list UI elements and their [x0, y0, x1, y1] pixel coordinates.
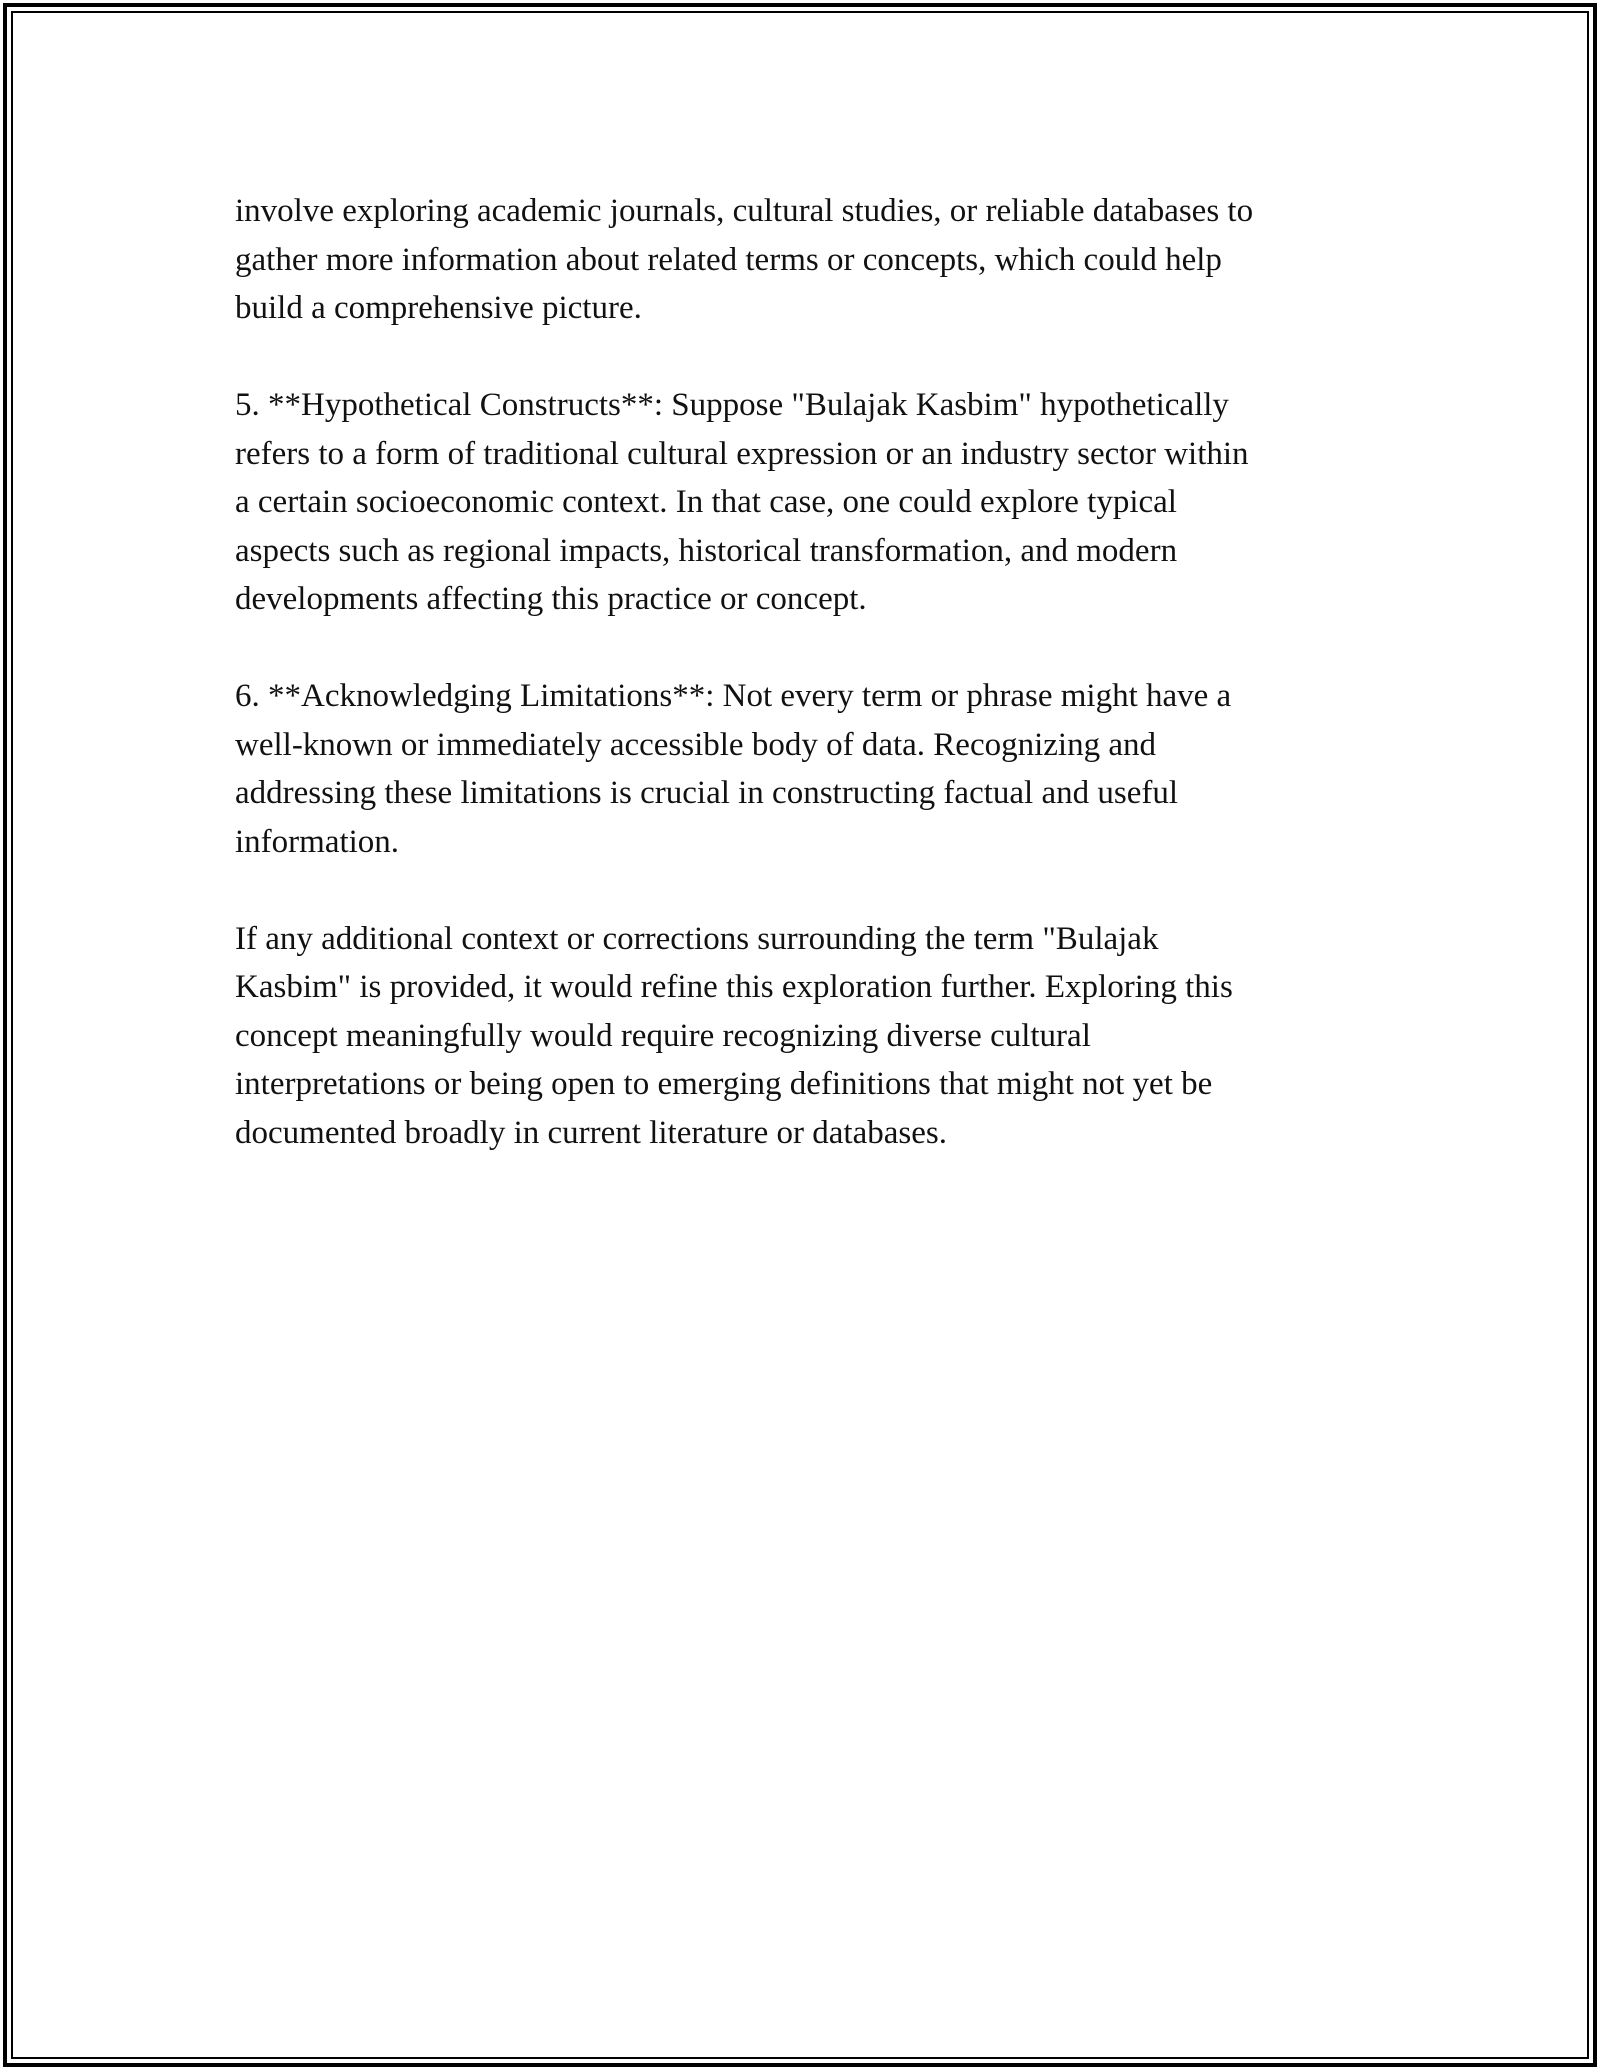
paragraph-hypothetical-constructs — [235, 381, 1375, 624]
text-line: aspects such as regional impacts, historical transformation, and modern — [235, 532, 1178, 569]
paragraph-continuation — [235, 187, 1375, 333]
text-line: well-known or immediately accessible body of data. Recognizing and — [235, 726, 1156, 763]
text-line: developments affecting this practice or concept. — [235, 581, 867, 617]
text-line: Kasbim" is provided, it would refine this exploration further. Exploring this — [235, 969, 1233, 1005]
text-line: 5. **Hypothetical Constructs**: Suppose "Bulajak Kasbim" hypothetically — [235, 387, 1229, 423]
text-line: involve exploring academic journals, cultural studies, or reliable databases to — [235, 193, 1254, 229]
text-line: interpretations or being open to emerging definitions that might not yet be — [235, 1066, 1213, 1102]
text-line: addressing these limitations is crucial in constructing factual and useful — [235, 775, 1178, 811]
text-line: If any additional context or corrections surrounding the term "Bulajak — [235, 920, 1159, 957]
text-line: refers to a form of traditional cultural expression or an industry sector within — [235, 435, 1249, 472]
paragraph-closing — [235, 915, 1375, 1158]
text-line: 6. **Acknowledging Limitations**: Not every term or phrase might have a — [235, 678, 1232, 714]
text-line: a certain socioeconomic context. In that case, one could explore typical — [235, 484, 1177, 520]
text-line: information. — [235, 823, 400, 860]
text-line: gather more information about related terms or concepts, which could help — [235, 241, 1222, 278]
paragraph-acknowledging-limitations — [235, 672, 1375, 866]
text-line: concept meaningfully would require recognizing diverse cultural — [235, 1017, 1091, 1054]
text-line: build a comprehensive picture. — [235, 290, 642, 326]
text-line: documented broadly in current literature or databases. — [235, 1114, 947, 1151]
document-body — [235, 187, 1375, 1206]
